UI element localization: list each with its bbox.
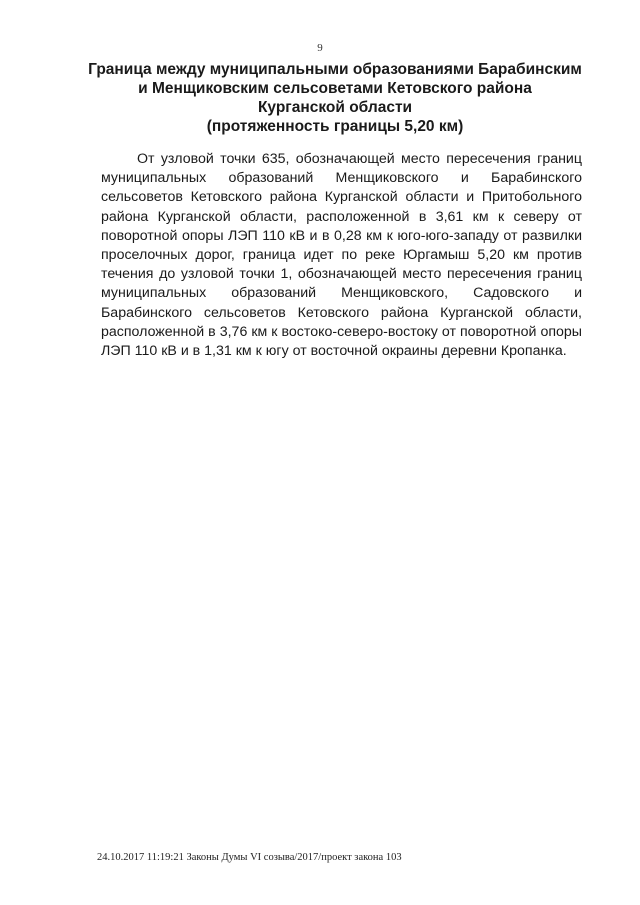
title-line-3: Курганской области bbox=[257, 99, 413, 116]
page-number: 9 bbox=[317, 42, 323, 54]
boundary-description: От узловой точки 635, обозначающей место пересечения границ муниципальных образований Менщиковского и Барабинского сельсоветов Кетовского района Курганской области и Притобольного района Курганской области, расположенной в 3,61 км к северу от поворотной опоры ЛЭП 110 кВ и в 0,28 км к юго-юго-западу от развилки проселочных дорог, граница идет по реке Юргамыш 5,20 км против течения до узловой точки 1, обозначающей место пересечения границ муниципальных образований Менщиковского, Садовского и Барабинского сельсоветов Кетовского района Курганской области, расположенной в 3,76 км к востоко-северо-востоку от поворотной опоры ЛЭП 110 кВ и в 1,31 км к югу от восточной окраины деревни Кропанка. bbox=[101, 151, 582, 360]
title-line-1: Граница между муниципальными образованиями Барабинским bbox=[88, 61, 582, 78]
title-line-4: (протяженность границы 5,20 км) bbox=[206, 118, 464, 135]
document-title bbox=[60, 60, 610, 136]
title-line-2: и Менщиковским сельсоветами Кетовского района bbox=[138, 80, 532, 97]
document-footer: 24.10.2017 11:19:21 Законы Думы VI созыва/2017/проект закона 103 bbox=[97, 852, 402, 863]
